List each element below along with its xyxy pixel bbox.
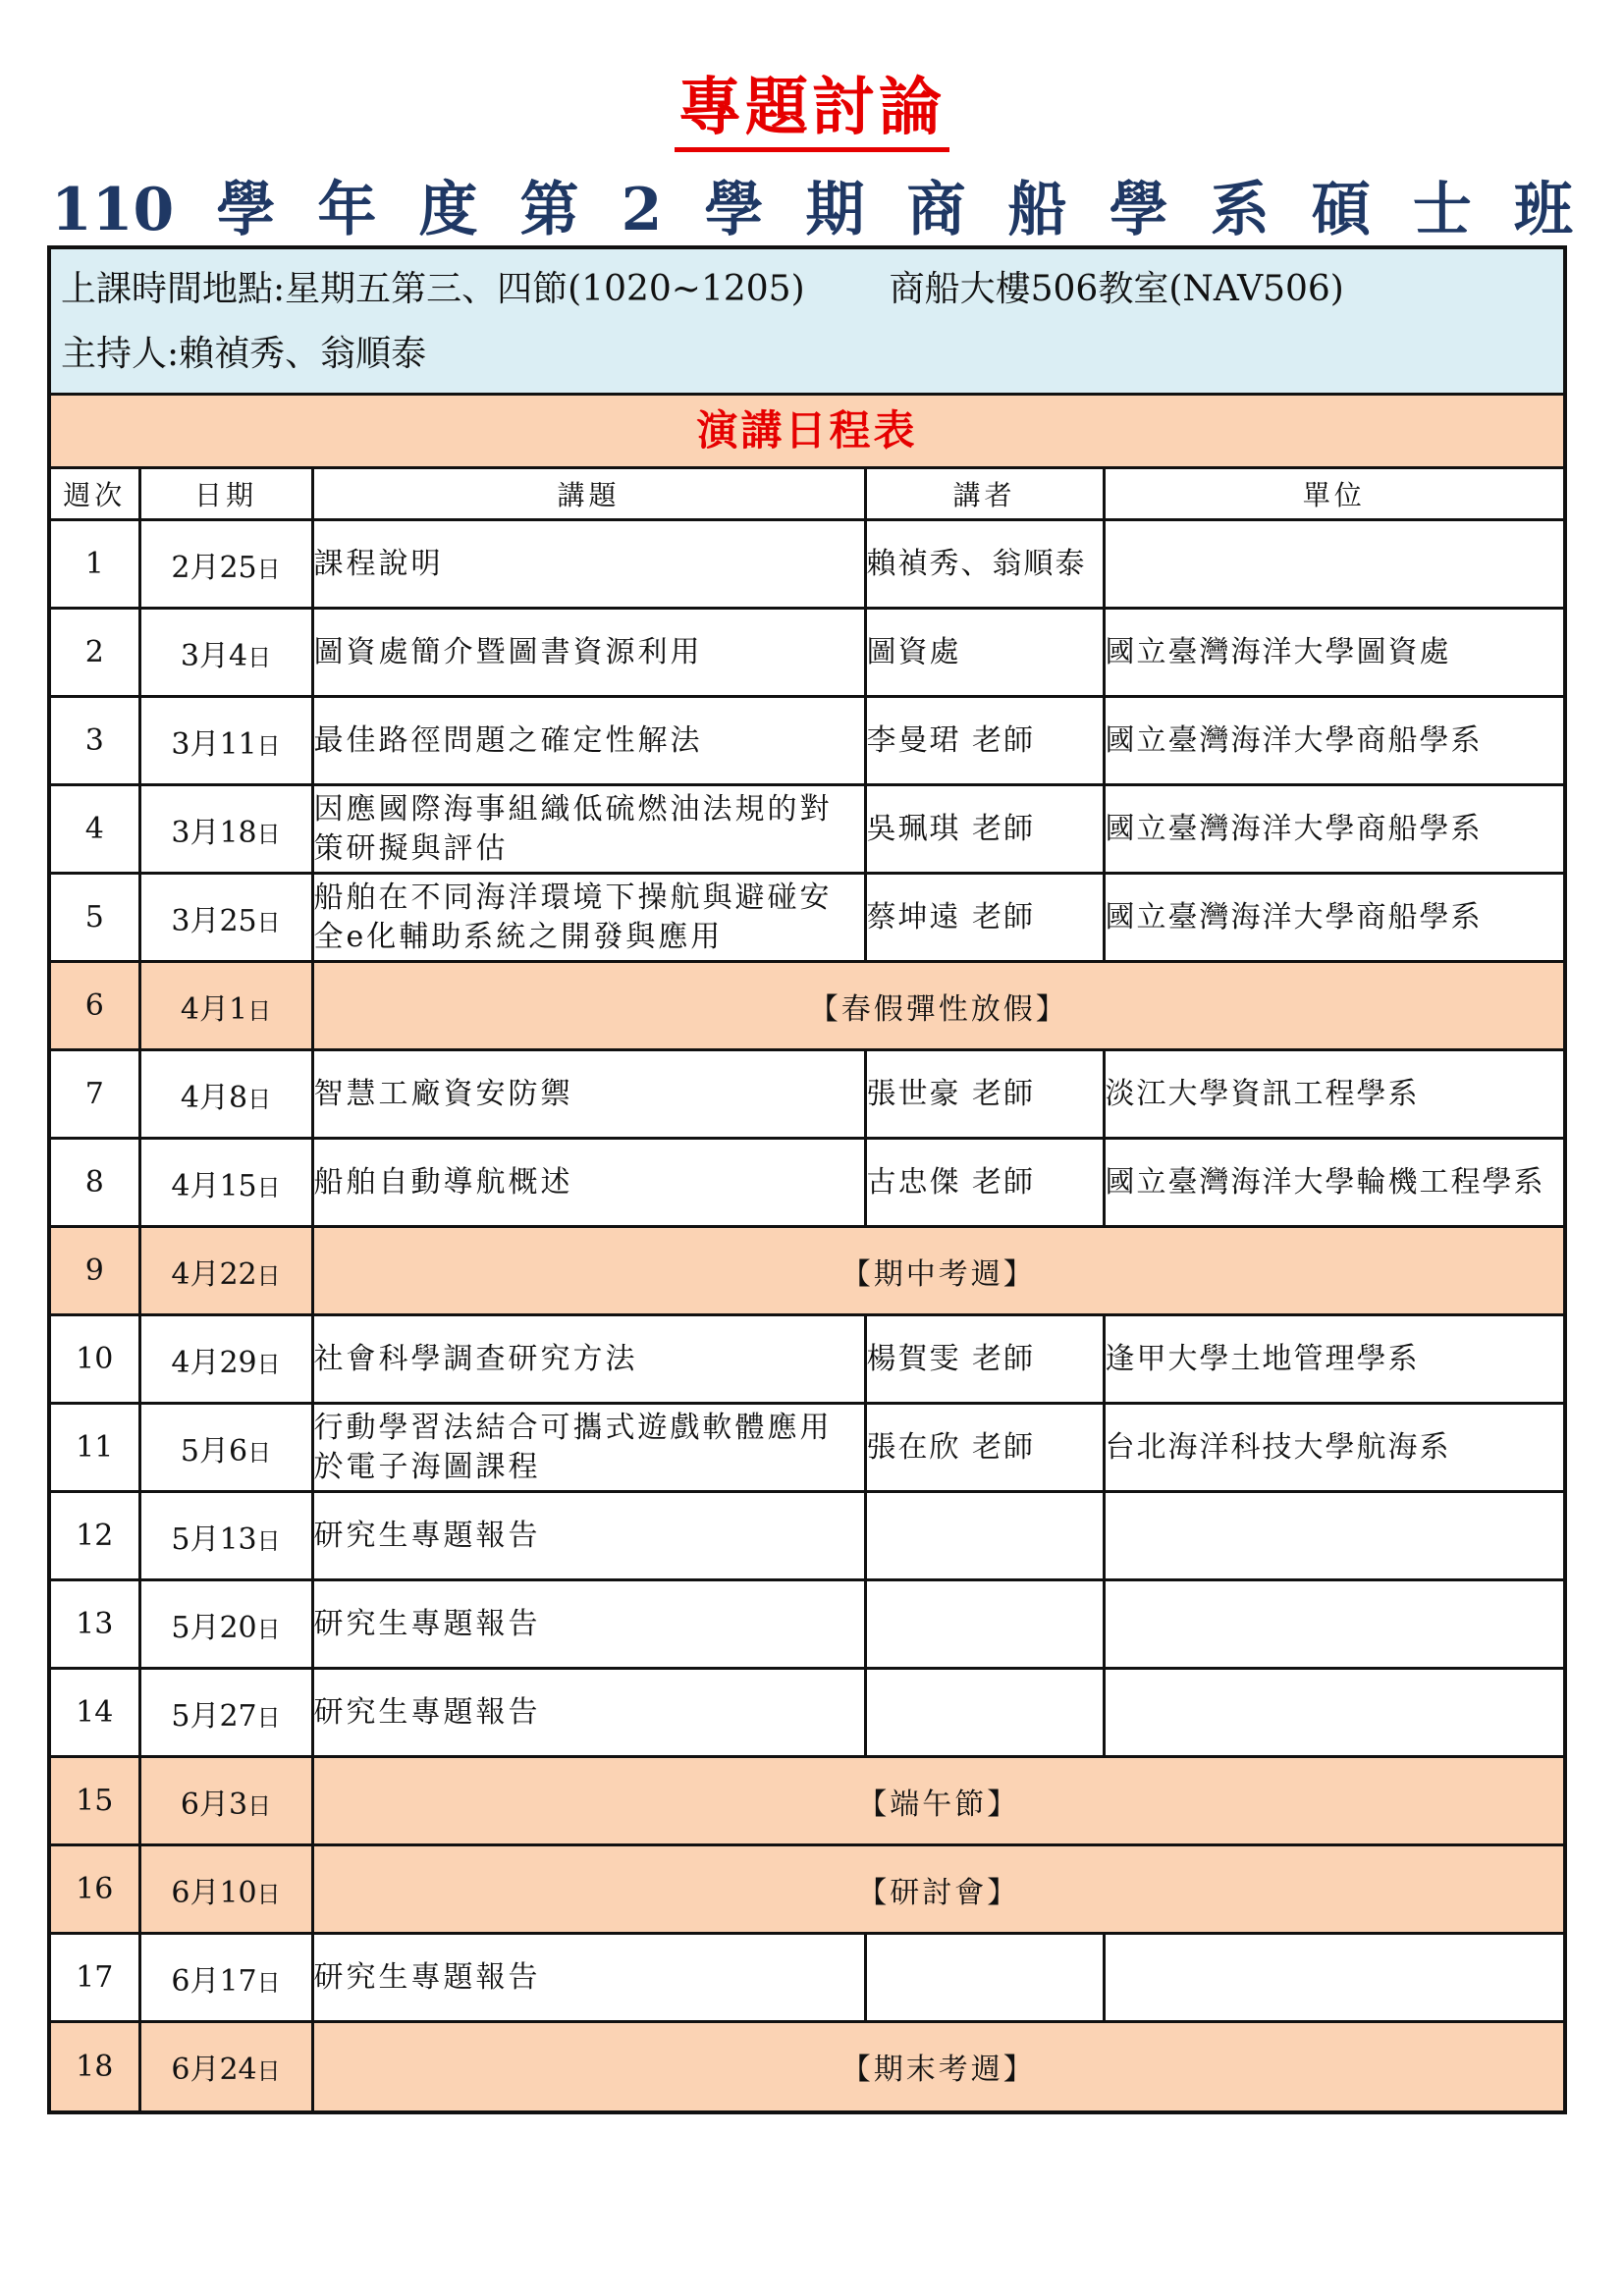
- header-week: 週次: [51, 469, 139, 520]
- topic-cell: 行動學習法結合可攜式遊戲軟體應用於電子海圖課程: [312, 1404, 865, 1492]
- subtitle-token: 度: [418, 176, 478, 244]
- table-row: [51, 1580, 1563, 1669]
- course-info-box: [51, 249, 1563, 396]
- date-day-unit: 日: [256, 1526, 281, 1555]
- table-row: [51, 874, 1563, 962]
- unit-cell: 淡江大學資訊工程學系: [1104, 1050, 1563, 1139]
- subtitle-token: 年: [317, 176, 377, 244]
- table-row: [51, 1404, 1563, 1492]
- unit-cell: 台北海洋科技大學航海系: [1104, 1404, 1563, 1492]
- document-title-text: 專題討論: [675, 77, 949, 152]
- date-day-unit: 日: [256, 1261, 281, 1290]
- unit-cell: [1104, 1934, 1563, 2022]
- date-cell: [139, 785, 312, 874]
- subtitle-token: 班: [1513, 176, 1573, 244]
- subtitle-token: 2: [621, 176, 663, 244]
- unit-cell: [1104, 1492, 1563, 1580]
- date-day-unit: 日: [256, 1703, 281, 1732]
- date-cell: [139, 1315, 312, 1404]
- date-day: 24: [219, 2053, 257, 2088]
- date-cell: [139, 609, 312, 697]
- date-cell: [139, 1580, 312, 1669]
- date-cell: [139, 697, 312, 785]
- date-day-unit: 日: [247, 996, 272, 1025]
- date-month: 5月: [180, 1433, 229, 1468]
- topic-cell: 研究生專題報告: [312, 1492, 865, 1580]
- topic-cell: 圖資處簡介暨圖書資源利用: [312, 609, 865, 697]
- week-cell: 1: [51, 520, 139, 609]
- date-day-unit: 日: [256, 820, 281, 848]
- speaker-cell: 張在欣 老師: [865, 1404, 1104, 1492]
- date-cell: [139, 1139, 312, 1227]
- subtitle-token: 士: [1412, 176, 1472, 244]
- unit-cell: 國立臺灣海洋大學商船學系: [1104, 697, 1563, 785]
- week-cell: 18: [51, 2022, 139, 2110]
- date-day: 6: [229, 1433, 248, 1468]
- week-cell: 16: [51, 1845, 139, 1934]
- date-day: 13: [219, 1522, 257, 1557]
- table-row: [51, 1139, 1563, 1227]
- date-day: 3: [229, 1787, 248, 1822]
- week-cell: 8: [51, 1139, 139, 1227]
- date-day-unit: 日: [247, 1085, 272, 1113]
- date-cell: [139, 2022, 312, 2110]
- date-cell: [139, 962, 312, 1050]
- table-row: [51, 697, 1563, 785]
- table-row: [51, 1315, 1563, 1404]
- date-cell: [139, 1845, 312, 1934]
- speaker-cell: 楊賀雯 老師: [865, 1315, 1104, 1404]
- week-cell: 11: [51, 1404, 139, 1492]
- unit-cell: 國立臺灣海洋大學商船學系: [1104, 874, 1563, 962]
- schedule-title: 演講日程表: [51, 396, 1563, 469]
- event-note-cell: 【端午節】: [312, 1757, 1563, 1845]
- date-month: 3月: [180, 638, 229, 673]
- header-topic: 講題: [312, 469, 865, 520]
- table-header-row: [51, 469, 1563, 520]
- subtitle-token: 學: [704, 176, 764, 244]
- table-row: [51, 1050, 1563, 1139]
- date-day: 25: [219, 903, 257, 938]
- date-month: 3月: [171, 726, 220, 762]
- date-month: 3月: [171, 903, 220, 938]
- date-month: 5月: [171, 1610, 220, 1645]
- table-row-holiday: [51, 1845, 1563, 1934]
- speaker-cell: 張世豪 老師: [865, 1050, 1104, 1139]
- date-day: 25: [219, 550, 257, 585]
- date-day-unit: 日: [256, 731, 281, 760]
- speaker-cell: [865, 1934, 1104, 2022]
- speaker-cell: 吳珮琪 老師: [865, 785, 1104, 874]
- subtitle-token: 商: [906, 176, 966, 244]
- table-row-holiday: [51, 1757, 1563, 1845]
- topic-cell: 研究生專題報告: [312, 1580, 865, 1669]
- subtitle-token: 學: [1109, 176, 1168, 244]
- date-cell: [139, 520, 312, 609]
- subtitle-token: 系: [1210, 176, 1270, 244]
- header-date: 日期: [139, 469, 312, 520]
- date-day-unit: 日: [256, 1968, 281, 1997]
- speaker-cell: 圖資處: [865, 609, 1104, 697]
- date-month: 3月: [171, 815, 220, 850]
- week-cell: 4: [51, 785, 139, 874]
- week-cell: 9: [51, 1227, 139, 1315]
- date-month: 4月: [171, 1256, 220, 1292]
- topic-cell: 社會科學調查研究方法: [312, 1315, 865, 1404]
- topic-cell: 最佳路徑問題之確定性解法: [312, 697, 865, 785]
- unit-cell: [1104, 520, 1563, 609]
- date-day-unit: 日: [256, 908, 281, 936]
- date-month: 6月: [171, 2053, 220, 2088]
- speaker-cell: 賴禎秀、翁順泰: [865, 520, 1104, 609]
- subtitle-token: 碩: [1311, 176, 1371, 244]
- week-cell: 13: [51, 1580, 139, 1669]
- date-day: 8: [229, 1080, 248, 1115]
- date-cell: [139, 1757, 312, 1845]
- topic-cell: 研究生專題報告: [312, 1934, 865, 2022]
- week-cell: 2: [51, 609, 139, 697]
- schedule-body: [51, 520, 1563, 2110]
- topic-cell: 船舶在不同海洋環境下操航與避碰安全e化輔助系統之開發與應用: [312, 874, 865, 962]
- date-day-unit: 日: [256, 555, 281, 583]
- date-day-unit: 日: [247, 643, 272, 671]
- speaker-cell: 李曼珺 老師: [865, 697, 1104, 785]
- date-month: 6月: [171, 1875, 220, 1910]
- date-month: 6月: [171, 1963, 220, 1999]
- table-row: [51, 609, 1563, 697]
- event-note-cell: 【春假彈性放假】: [312, 962, 1563, 1050]
- week-cell: 12: [51, 1492, 139, 1580]
- date-day: 29: [219, 1345, 257, 1380]
- date-month: 6月: [180, 1787, 229, 1822]
- date-cell: [139, 1050, 312, 1139]
- date-day: 10: [219, 1875, 257, 1910]
- event-note-cell: 【期末考週】: [312, 2022, 1563, 2110]
- table-row-holiday: [51, 2022, 1563, 2110]
- header-speaker: 講者: [865, 469, 1104, 520]
- date-cell: [139, 1669, 312, 1757]
- date-day: 27: [219, 1698, 257, 1734]
- subtitle-token: 第: [519, 176, 579, 244]
- date-month: 4月: [180, 1080, 229, 1115]
- unit-cell: 國立臺灣海洋大學輪機工程學系: [1104, 1139, 1563, 1227]
- date-month: 4月: [171, 1168, 220, 1203]
- table-row-holiday: [51, 962, 1563, 1050]
- event-note-cell: 【研討會】: [312, 1845, 1563, 1934]
- speaker-cell: 蔡坤遠 老師: [865, 874, 1104, 962]
- subtitle-token: 期: [805, 176, 865, 244]
- topic-cell: 課程說明: [312, 520, 865, 609]
- date-day-unit: 日: [256, 1173, 281, 1201]
- date-cell: [139, 1934, 312, 2022]
- date-day: 20: [219, 1610, 257, 1645]
- week-cell: 17: [51, 1934, 139, 2022]
- week-cell: 7: [51, 1050, 139, 1139]
- date-month: 5月: [171, 1522, 220, 1557]
- date-day-unit: 日: [247, 1791, 272, 1820]
- date-day-unit: 日: [256, 1880, 281, 1908]
- week-cell: 3: [51, 697, 139, 785]
- document-title: [0, 72, 1624, 152]
- subtitle-token: 學: [216, 176, 276, 244]
- speaker-cell: [865, 1492, 1104, 1580]
- subtitle-token: 110: [51, 176, 175, 244]
- table-row: [51, 520, 1563, 609]
- date-cell: [139, 1492, 312, 1580]
- room-text: 商船大樓506教室(NAV506): [889, 269, 1344, 309]
- unit-cell: 國立臺灣海洋大學商船學系: [1104, 785, 1563, 874]
- table-row: [51, 785, 1563, 874]
- date-day: 22: [219, 1256, 257, 1292]
- schedule-frame: [47, 245, 1567, 2114]
- topic-cell: 研究生專題報告: [312, 1669, 865, 1757]
- time-place-row: [61, 257, 1553, 322]
- speaker-cell: 古忠傑 老師: [865, 1139, 1104, 1227]
- week-cell: 10: [51, 1315, 139, 1404]
- date-day: 1: [229, 991, 248, 1027]
- unit-cell: 國立臺灣海洋大學圖資處: [1104, 609, 1563, 697]
- date-day: 4: [229, 638, 248, 673]
- week-cell: 5: [51, 874, 139, 962]
- schedule-table: [51, 469, 1563, 2110]
- date-day: 17: [219, 1963, 257, 1999]
- subtitle-token: 船: [1007, 176, 1067, 244]
- table-row-holiday: [51, 1227, 1563, 1315]
- date-day-unit: 日: [256, 1615, 281, 1643]
- date-day: 11: [219, 726, 257, 762]
- speaker-cell: [865, 1580, 1104, 1669]
- unit-cell: [1104, 1580, 1563, 1669]
- date-day: 18: [219, 815, 257, 850]
- date-month: 4月: [171, 1345, 220, 1380]
- table-row: [51, 1934, 1563, 2022]
- date-cell: [139, 1404, 312, 1492]
- unit-cell: [1104, 1669, 1563, 1757]
- document-subtitle: [51, 175, 1573, 245]
- topic-cell: 因應國際海事組織低硫燃油法規的對策研擬與評估: [312, 785, 865, 874]
- topic-cell: 智慧工廠資安防禦: [312, 1050, 865, 1139]
- date-month: 4月: [180, 991, 229, 1027]
- date-cell: [139, 874, 312, 962]
- topic-cell: 船舶自動導航概述: [312, 1139, 865, 1227]
- table-row: [51, 1492, 1563, 1580]
- unit-cell: 逢甲大學土地管理學系: [1104, 1315, 1563, 1404]
- date-day-unit: 日: [247, 1438, 272, 1467]
- time-place-text: 上課時間地點:星期五第三、四節(1020~1205): [61, 269, 805, 309]
- date-month: 5月: [171, 1698, 220, 1734]
- date-cell: [139, 1227, 312, 1315]
- date-month: 2月: [171, 550, 220, 585]
- hosts-row: [61, 322, 1553, 387]
- speaker-cell: [865, 1669, 1104, 1757]
- header-unit: 單位: [1104, 469, 1563, 520]
- date-day: 15: [219, 1168, 257, 1203]
- week-cell: 14: [51, 1669, 139, 1757]
- table-row: [51, 1669, 1563, 1757]
- event-note-cell: 【期中考週】: [312, 1227, 1563, 1315]
- date-day-unit: 日: [256, 2057, 281, 2086]
- date-day-unit: 日: [256, 1350, 281, 1378]
- week-cell: 6: [51, 962, 139, 1050]
- week-cell: 15: [51, 1757, 139, 1845]
- hosts-text: 主持人:賴禎秀、翁順泰: [61, 334, 427, 374]
